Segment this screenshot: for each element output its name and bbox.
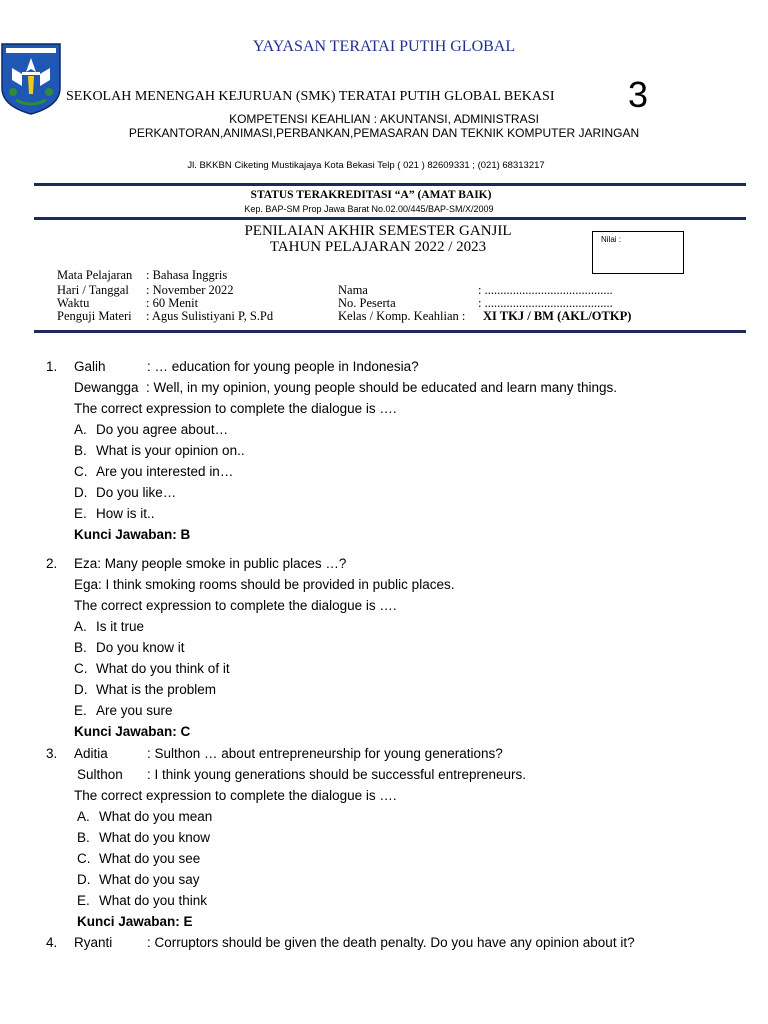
option-letter: A. — [74, 422, 87, 437]
exam-title: PENILAIAN AKHIR SEMESTER GANJIL — [244, 223, 512, 239]
speaker-name: Galih — [74, 359, 106, 374]
question-prompt: The correct expression to complete the dialogue is …. — [74, 401, 397, 416]
option-letter: A. — [74, 619, 87, 634]
option-text[interactable]: What do you think — [99, 893, 208, 908]
option-text[interactable]: What do you say — [99, 872, 200, 887]
option-letter: A. — [77, 809, 90, 824]
speaker-name: Dewangga — [74, 380, 139, 395]
meta-label: Hari / Tanggal — [57, 283, 129, 297]
option-text[interactable]: What do you mean — [99, 809, 213, 824]
dialogue-line: : Corruptors should be given the death penalty. Do you have any opinion about it? — [147, 935, 635, 950]
speaker-name: Sulthon — [77, 767, 123, 782]
answer-key: Kunci Jawaban: E — [77, 914, 193, 929]
option-text[interactable]: Are you interested in… — [96, 464, 234, 479]
option-letter: E. — [74, 506, 87, 521]
option-text[interactable]: Are you sure — [96, 703, 173, 718]
speaker-name: Aditia — [74, 746, 108, 761]
option-text[interactable]: Is it true — [96, 619, 145, 634]
meta-value: : Bahasa Inggris — [146, 268, 228, 282]
meta-label: No. Peserta — [338, 296, 396, 310]
question-number: 2. — [46, 556, 58, 571]
option-text[interactable]: What is the problem — [96, 682, 217, 697]
class-value: XI TKJ / BM (AKL/OTKP) — [483, 309, 632, 323]
speaker-name: Ryanti — [74, 935, 113, 950]
option-letter: D. — [77, 872, 91, 887]
option-text[interactable]: What do you see — [99, 851, 201, 866]
answer-key: Kunci Jawaban: B — [74, 527, 191, 542]
competency-line-2: PERKANTORAN,ANIMASI,PERBANKAN,PEMASARAN DAN TEKNIK KOMPUTER JARINGAN — [128, 126, 640, 140]
option-letter: C. — [74, 661, 88, 676]
option-text[interactable]: What is your opinion on.. — [96, 443, 245, 458]
question-number: 3. — [46, 746, 58, 761]
meta-label: Waktu — [57, 296, 90, 310]
option-text[interactable]: What do you think of it — [96, 661, 230, 676]
option-text[interactable]: What do you know — [99, 830, 211, 845]
option-letter: E. — [74, 703, 87, 718]
meta-label: Kelas / Komp. Keahlian : — [338, 309, 466, 323]
exam-year: TAHUN PELAJARAN 2022 / 2023 — [269, 239, 487, 255]
option-letter: C. — [74, 464, 88, 479]
header-divider-top — [34, 183, 746, 186]
meta-value: : Agus Sulistiyani P, S.Pd — [146, 309, 274, 323]
dialogue-line: : Sulthon … about entrepreneurship for young generations? — [147, 746, 503, 761]
option-letter: D. — [74, 682, 88, 697]
option-letter: B. — [74, 443, 87, 458]
answer-key: Kunci Jawaban: C — [74, 724, 191, 739]
page-number: 3 — [628, 74, 649, 115]
option-letter: C. — [77, 851, 91, 866]
question-prompt: The correct expression to complete the dialogue is …. — [74, 788, 397, 803]
option-letter: E. — [77, 893, 90, 908]
score-label: Nilai : — [601, 235, 622, 244]
accreditation-status: STATUS TERAKREDITASI “A” (AMAT BAIK) — [250, 189, 492, 201]
question-number: 1. — [46, 359, 58, 374]
option-text[interactable]: How is it.. — [96, 506, 155, 521]
accreditation-decree: Kep. BAP-SM Prop Jawa Barat No.02.00/445/BAP-SM/X/2009 — [244, 204, 494, 214]
meta-value: : 60 Menit — [146, 296, 199, 310]
dialogue-line: Eza: Many people smoke in public places …? — [74, 556, 347, 571]
meta-label: Nama — [338, 283, 368, 297]
school-name: SEKOLAH MENENGAH KEJURUAN (SMK) TERATAI PUTIH GLOBAL BEKASI — [66, 89, 555, 104]
name-field[interactable]: : ......................................... — [478, 283, 613, 297]
question-number: 4. — [46, 935, 58, 950]
score-box — [592, 231, 684, 274]
option-letter: B. — [74, 640, 87, 655]
meta-value: : November 2022 — [146, 283, 234, 297]
dialogue-line: : … education for young people in Indonesia? — [147, 359, 419, 374]
competency-line-1: KOMPETENSI KEAHLIAN : AKUNTANSI, ADMINISTRASI — [229, 112, 539, 126]
meta-label: Penguji Materi — [57, 309, 132, 323]
header-divider-bottom — [34, 330, 746, 333]
option-text[interactable]: Do you like… — [96, 485, 177, 500]
option-text[interactable]: Do you know it — [96, 640, 185, 655]
header-divider-middle — [34, 217, 746, 220]
dialogue-line: : Well, in my opinion, young people should be educated and learn many things. — [146, 380, 618, 395]
foundation-name: YAYASAN TERATAI PUTIH GLOBAL — [252, 38, 516, 55]
option-letter: B. — [77, 830, 90, 845]
dialogue-line: Ega: I think smoking rooms should be provided in public places. — [74, 577, 455, 592]
option-text[interactable]: Do you agree about… — [96, 422, 229, 437]
question-prompt: The correct expression to complete the dialogue is …. — [74, 598, 397, 613]
meta-label: Mata Pelajaran — [57, 268, 133, 282]
option-letter: D. — [74, 485, 88, 500]
participant-number-field[interactable]: : ......................................... — [478, 296, 613, 310]
school-address: Jl. BKKBN Ciketing Mustikajaya Kota Bekasi Telp ( 021 ) 82609331 ; (021) 68313217 — [187, 160, 545, 171]
dialogue-line: : I think young generations should be successful entrepreneurs. — [147, 767, 526, 782]
